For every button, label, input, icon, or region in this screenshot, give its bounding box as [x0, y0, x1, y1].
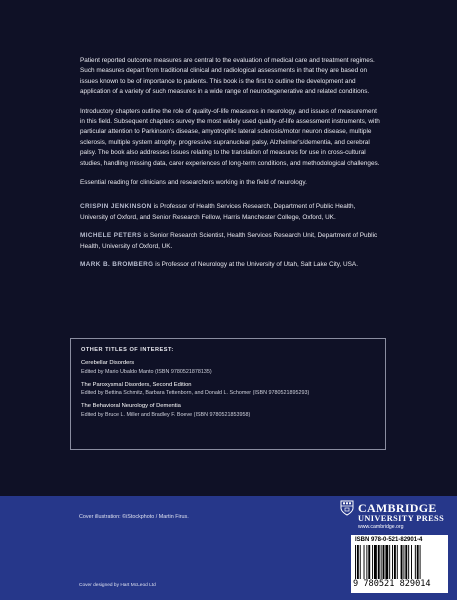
barcode-stripe [392, 545, 393, 579]
barcode-stripe [357, 545, 359, 579]
author-name: MICHELE PETERS [80, 232, 142, 240]
other-titles-heading: OTHER TITLES OF INTEREST: [81, 347, 174, 353]
author-description: is Senior Research Scientist, Health Services Research Unit, Department of Public Health, University of Oxford, UK. [80, 232, 378, 250]
barcode-stripe [403, 545, 404, 579]
barcode-stripe [368, 545, 370, 579]
barcode-stripe [420, 545, 421, 579]
barcode-stripe [408, 545, 409, 579]
barcode-stripe [417, 545, 419, 579]
related-book-editors: Edited by Bettina Schmitz, Barbara Tettenborn, and Donald L. Schomer (ISBN 9780521895293) [81, 390, 310, 396]
barcode-stripe [364, 545, 365, 579]
barcode-stripe [372, 545, 373, 579]
publisher-press: UNIVERSITY PRESS [358, 514, 445, 523]
design-credit: Cover designed by Hart McLeod Ltd [79, 583, 156, 588]
isbn-text: ISBN 978-0-521-82901-4 [355, 537, 423, 543]
crest-icon [340, 500, 354, 516]
author-name: CRISPIN JENKINSON [80, 203, 152, 211]
author-bio [80, 260, 380, 270]
barcode-stripe [374, 545, 377, 579]
blurb-paragraph: Essential reading for clinicians and researchers working in the field of neurology. [80, 179, 307, 187]
barcode-stripe [394, 545, 396, 579]
blurb-paragraph: Introductory chapters outline the role of quality-of-life measures in neurology, and issues of measurement in this field. Subsequent chapters survey the most widely used quality-of-life assessment instruments, with particular attention to Parkinson's disease, amyotrophic lateral sclerosis/motor neuron disease, multiple sclerosis, multiple system atrophy, progressive supranuclear palsy, Alzheimer's/dementia, and cerebral palsy. The book also addresses issues relating to the translation of measures for use in cross-cultural studies, handling missing data, carer experiences of long-term conditions, and methodological challenges. [80, 107, 380, 167]
related-book [81, 359, 375, 376]
barcode-stripe [411, 545, 412, 579]
other-titles-box [70, 338, 386, 450]
barcode-stripe [415, 545, 416, 579]
publisher-url: www.cambridge.org [358, 524, 404, 530]
barcode-stripe [383, 545, 385, 579]
related-book-title: The Behavioral Neurology of Dementia [81, 403, 181, 409]
publisher-name: CAMBRIDGE [358, 501, 437, 515]
related-book-editors: Edited by Bruce L. Miller and Bradley F. Boeve (ISBN 9780521853958) [81, 411, 251, 418]
related-book-editors: Edited by Mario Ubaldo Manto (ISBN 9780521878135) [81, 368, 212, 375]
blurb-paragraph: Patient reported outcome measures are central to the evaluation of medical care and treatment regimes. Such measures depart from traditional clinical and radiological assessments in that they are based on issues known to be of importance to patients. This book is the first to outline the development and application of a variety of such measures in a wide range of neurodegenerative and related conditions. [80, 57, 375, 96]
author-bio [80, 231, 380, 252]
barcode-stripe [381, 545, 382, 579]
author-description: is Professor of Neurology at the University of Utah, Salt Lake City, USA. [153, 261, 358, 269]
author-bios [80, 202, 380, 270]
related-book-title: Cerebellar Disorders [81, 360, 135, 366]
author-name: MARK B. BROMBERG [80, 261, 154, 269]
barcode-bars [355, 545, 444, 579]
barcode-stripe [378, 545, 380, 579]
barcode-stripe [385, 545, 388, 579]
barcode [351, 535, 448, 593]
barcode-stripe [360, 545, 361, 579]
barcode-stripe [405, 545, 407, 579]
barcode-stripe [366, 545, 367, 579]
author-bio [80, 202, 380, 223]
author-description: is Professor of Health Services Research, Department of Public Health, University of Oxford, and Senior Research Fellow, Harris Manchester College, Oxford, UK. [80, 203, 356, 221]
illustration-credit: Cover illustration: ©iStockphoto / Martin Firus. [79, 514, 189, 520]
blurb [80, 56, 380, 279]
related-book [81, 402, 375, 419]
barcode-stripe [401, 545, 403, 579]
related-book [81, 381, 375, 398]
barcode-stripe [389, 545, 390, 579]
barcode-stripe [397, 545, 398, 579]
barcode-number: 9 780521 829014 [353, 579, 431, 589]
related-book-title: The Paroxysmal Disorders, Second Edition [81, 381, 192, 388]
barcode-stripe [355, 545, 356, 579]
